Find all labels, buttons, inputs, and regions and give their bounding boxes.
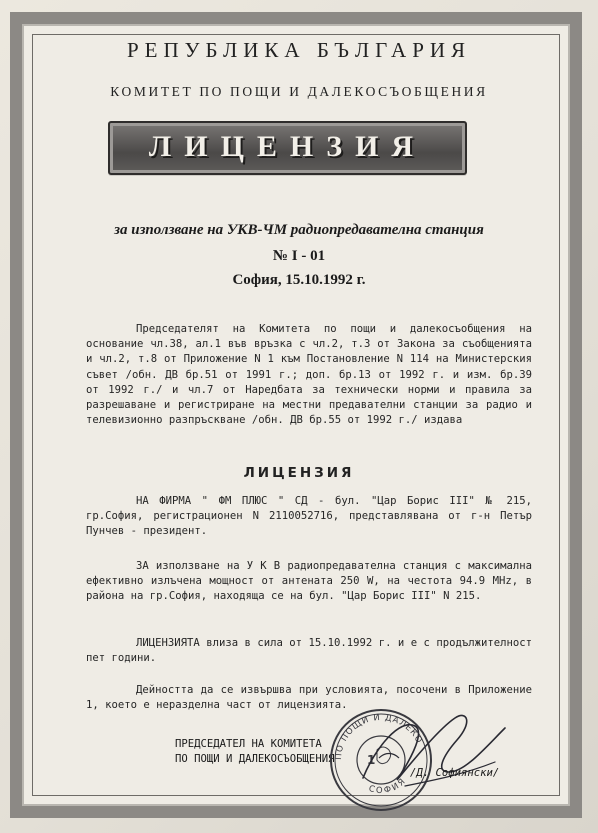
country-heading: РЕПУБЛИКА БЪЛГАРИЯ — [126, 38, 472, 62]
stamp-center-text: 1 — [367, 753, 376, 767]
firm-text: НА ФИРМА " ФМ ПЛЮС " СД - бул. "Цар Борис III" № 215, гр.София, регистрационен N 2110052716, представлявана от г-н Петър Пунчев - президент. — [86, 495, 532, 538]
signatory-line-2: ПО ПОЩИ И ДАЛЕКОСЪОБЩЕНИЯ — [175, 753, 335, 766]
signer-name: /Д. Софиянски/ — [410, 767, 500, 779]
license-number: № I - 01 — [272, 248, 326, 264]
intro-text: Председателят на Комитета по пощи и далекосъобщения на основание чл.38, ал.1 във връзка с чл.2, т.3 от Закона за съобщенията и чл.2, т.8 от Приложение N 1 към Постановление N 114 на Министерския съвет /обн. ДВ бр.51 от 1991 г.; доп. бр.13 от 1992 г. и изм. бр.39 от 1992 г./ и чл.7 от Наредбата за технически норми и правила за разрешаване и регистриране на местни предавателни станции за радио и телевизионно разпръскване /обн. ДВ бр.55 от 1992 г./ издава — [86, 323, 532, 427]
signatory-line-1: ПРЕДСЕДАТЕЛ НА КОМИТЕТА — [175, 738, 322, 750]
place-date: София, 15.10.1992 г. — [232, 272, 366, 288]
license-banner — [108, 121, 467, 175]
stamp-bottom-text: СОФИЯ — [367, 775, 409, 797]
license-purpose: за използване на УКВ-ЧМ радиопредавателна станция — [114, 222, 484, 238]
conditions-text: Дейността да се извършва при условията, посочени в Приложение 1, което е неразделна част от лицензията. — [86, 684, 532, 712]
stamp-top-text: ПО ПОЩИ И ДАЛЕКО — [333, 712, 425, 761]
firm-paragraph — [86, 494, 532, 540]
intro-paragraph — [86, 322, 532, 428]
validity-text: ЛИЦЕНЗИЯТА влиза в сила от 15.10.1992 г. и е с продължителност пет години. — [86, 637, 532, 665]
validity-paragraph — [86, 636, 532, 666]
banner-title: ЛИЦЕНЗИЯ — [148, 130, 427, 163]
handwritten-signature — [345, 688, 515, 798]
license-section-heading: ЛИЦЕНЗИЯ — [243, 465, 355, 481]
usage-paragraph — [86, 559, 532, 605]
committee-heading: КОМИТЕТ ПО ПОЩИ И ДАЛЕКОСЪОБЩЕНИЯ — [110, 84, 488, 99]
usage-text: ЗА използване на У К В радиопредавателна станция с максимална ефективно излъчена мощност от антената 250 W, на честота 94.9 MHz, в района на гр.София, находяща се на бул. "Цар Борис III" N 215. — [86, 560, 532, 603]
